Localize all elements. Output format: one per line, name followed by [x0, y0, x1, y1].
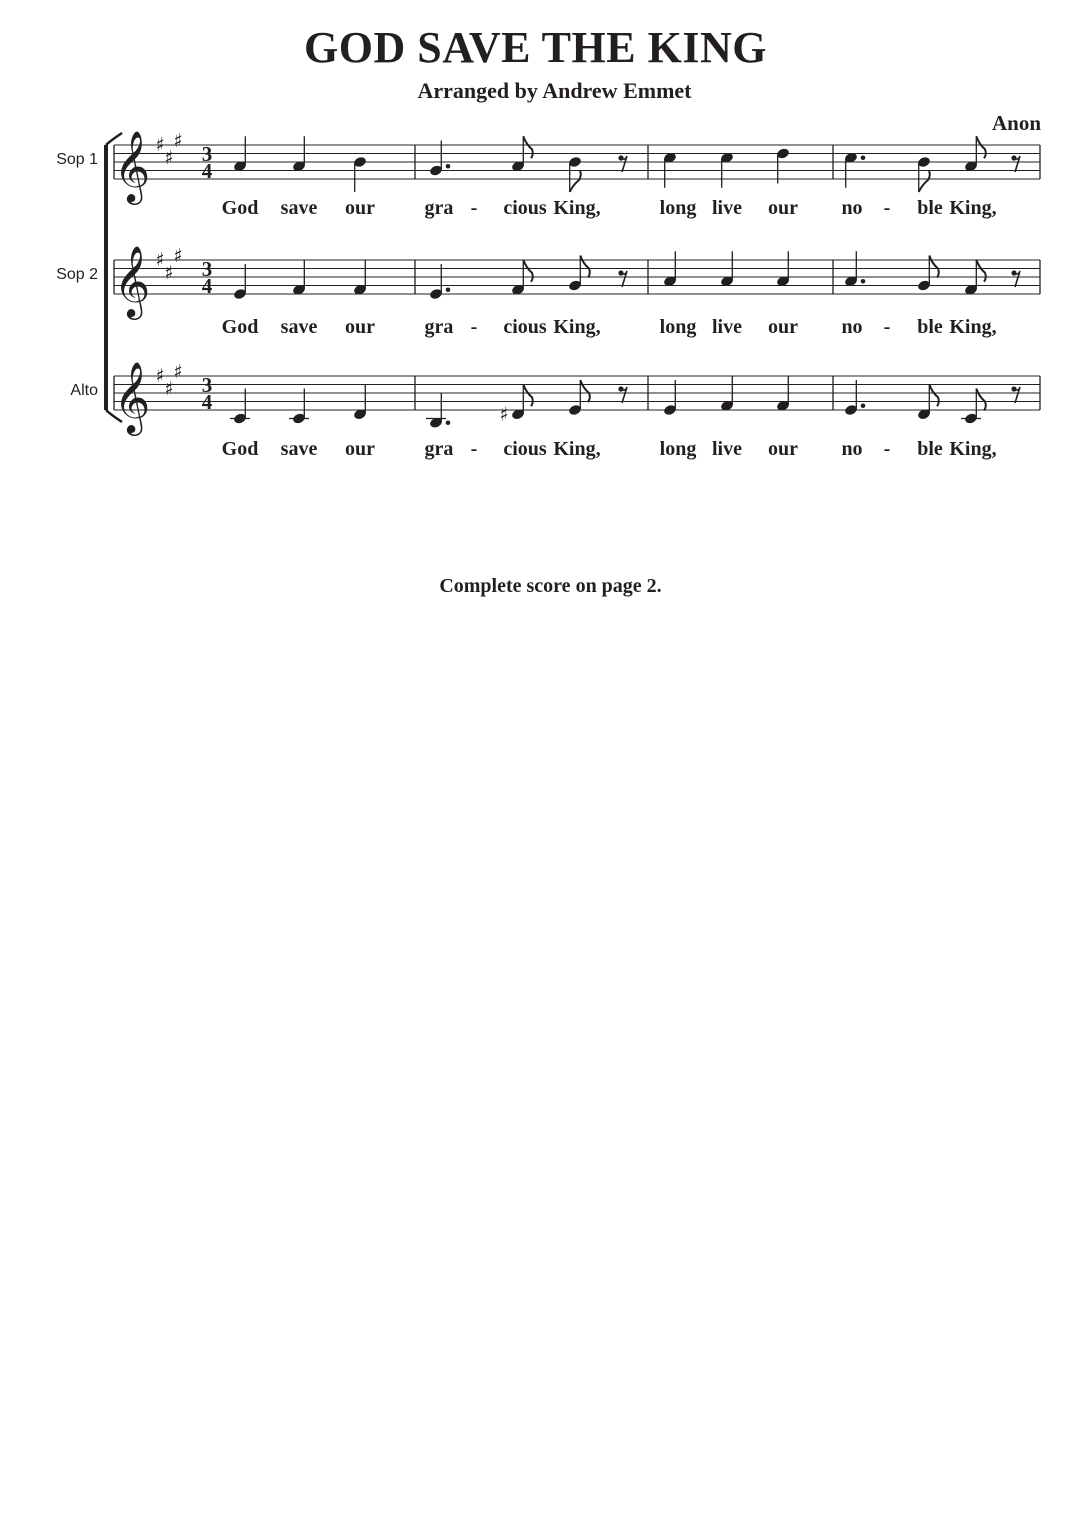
sharp-icon: ♯	[164, 146, 174, 169]
lyric-syllable: our	[345, 316, 375, 338]
time-signature-bottom: 4	[201, 390, 213, 414]
augmentation-dot	[446, 287, 451, 292]
eighth-flag	[523, 260, 533, 282]
sharp-icon: ♯	[155, 249, 165, 271]
sharp-icon: ♯	[164, 377, 174, 400]
lyric-syllable: God	[221, 438, 259, 460]
lyric-syllable: cious	[503, 438, 547, 460]
augmentation-dot	[861, 279, 866, 284]
lyric-hyphen: -	[470, 316, 478, 338]
lyric-syllable: cious	[503, 197, 547, 219]
eighth-rest-stem	[1014, 387, 1020, 403]
lyric-syllable: King,	[949, 316, 997, 338]
eighth-flag	[523, 136, 533, 158]
eighth-flag	[929, 384, 939, 406]
lyric-syllable: our	[345, 438, 375, 460]
lyric-syllable: King,	[949, 197, 997, 219]
lyric-syllable: save	[280, 316, 318, 338]
eighth-flag	[976, 136, 986, 158]
eighth-flag	[976, 260, 986, 282]
lyric-syllable: gra	[424, 438, 454, 460]
time-signature-top: 3	[201, 257, 213, 281]
lyric-syllable: King,	[553, 197, 601, 219]
arranger-credit: Arranged by Andrew Emmet	[417, 78, 692, 103]
eighth-flag	[523, 384, 533, 406]
time-signature-bottom: 4	[201, 274, 213, 298]
eighth-flag	[580, 380, 590, 402]
eighth-flag	[929, 256, 939, 278]
part-label: Sop 1	[56, 151, 98, 168]
lyric-syllable: save	[280, 197, 318, 219]
lyric-syllable: God	[221, 197, 259, 219]
sharp-icon: ♯	[173, 129, 183, 152]
sharp-icon: ♯	[155, 365, 165, 387]
time-signature-bottom: 4	[201, 159, 213, 183]
treble-clef-icon: 𝄞	[113, 129, 151, 202]
lyric-syllable: no	[841, 197, 863, 219]
lyric-syllable: ble	[917, 438, 943, 460]
lyric-hyphen: -	[470, 197, 478, 219]
sharp-icon: ♯	[173, 360, 183, 383]
augmentation-dot	[446, 420, 451, 425]
lyric-hyphen: -	[883, 197, 891, 219]
lyric-syllable: our	[768, 197, 798, 219]
augmentation-dot	[861, 155, 866, 160]
eighth-flag	[976, 389, 986, 411]
lyric-syllable: save	[280, 438, 318, 460]
part-label: Alto	[70, 382, 98, 399]
eighth-rest-stem	[621, 387, 627, 403]
composer-credit: Anon	[991, 111, 1041, 135]
treble-clef-icon: 𝄞	[113, 244, 151, 317]
eighth-rest-stem	[621, 271, 627, 287]
lyric-syllable: live	[712, 316, 742, 338]
lyric-syllable: long	[659, 197, 697, 219]
lyric-syllable: cious	[503, 316, 547, 338]
eighth-rest-stem	[621, 156, 627, 172]
lyric-hyphen: -	[470, 438, 478, 460]
time-signature-top: 3	[201, 373, 213, 397]
footer-note: Complete score on page 2.	[439, 575, 662, 597]
lyric-syllable: our	[345, 197, 375, 219]
lyric-syllable: ble	[917, 197, 943, 219]
part-label: Sop 2	[56, 266, 98, 283]
sharp-accidental-icon: ♯	[499, 403, 509, 426]
lyric-syllable: ble	[917, 316, 943, 338]
lyric-hyphen: -	[883, 316, 891, 338]
lyric-syllable: long	[659, 316, 697, 338]
lyric-syllable: our	[768, 316, 798, 338]
eighth-rest-stem	[1014, 271, 1020, 287]
lyric-syllable: King,	[949, 438, 997, 460]
time-signature-top: 3	[201, 142, 213, 166]
lyric-syllable: our	[768, 438, 798, 460]
sharp-icon: ♯	[164, 261, 174, 284]
treble-clef-icon: 𝄞	[113, 360, 151, 433]
augmentation-dot	[861, 403, 866, 408]
sharp-icon: ♯	[155, 134, 165, 156]
eighth-flag	[919, 171, 930, 192]
lyric-syllable: live	[712, 438, 742, 460]
lyric-syllable: live	[712, 197, 742, 219]
lyric-syllable: long	[659, 438, 697, 460]
system-bracket	[104, 145, 108, 410]
lyric-syllable: gra	[424, 197, 454, 219]
eighth-flag	[570, 171, 581, 192]
sharp-icon: ♯	[173, 244, 183, 267]
lyric-hyphen: -	[883, 438, 891, 460]
lyric-syllable: no	[841, 438, 863, 460]
lyric-syllable: King,	[553, 316, 601, 338]
lyric-syllable: gra	[424, 316, 454, 338]
score-title: GOD SAVE THE KING	[304, 23, 767, 72]
eighth-flag	[580, 256, 590, 278]
lyric-syllable: God	[221, 316, 259, 338]
eighth-rest-stem	[1014, 156, 1020, 172]
lyric-syllable: King,	[553, 438, 601, 460]
augmentation-dot	[446, 164, 451, 169]
lyric-syllable: no	[841, 316, 863, 338]
